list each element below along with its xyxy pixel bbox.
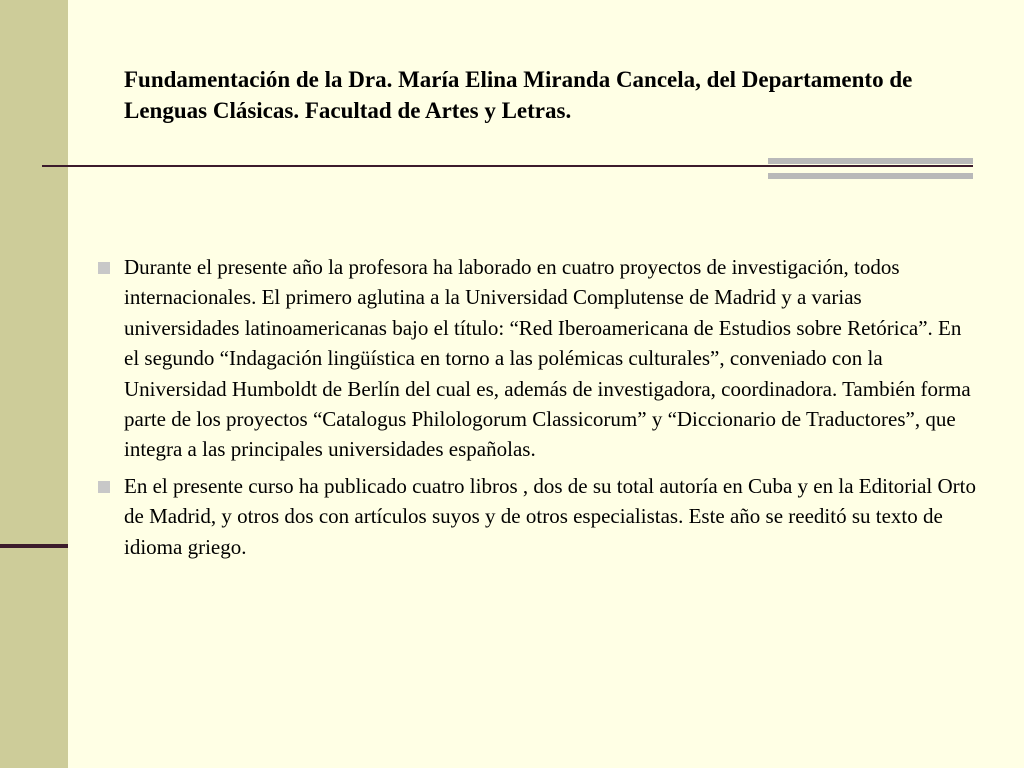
square-bullet-icon — [98, 262, 110, 274]
square-bullet-icon — [98, 481, 110, 493]
bullet-text-publications: En el presente curso ha publicado cuatro libros , dos de su total autoría en Cuba y en la Editorial Orto de Madrid, y otros dos con artículos suyos y de otros especialistas. Este año se reeditó su texto de idioma griego. — [124, 473, 977, 559]
title-divider-line — [42, 165, 769, 167]
bullet-item-research — [96, 252, 976, 465]
title-divider-bar-line — [768, 165, 973, 167]
left-decorative-band — [0, 0, 68, 768]
title-divider-bar — [768, 158, 973, 179]
left-accent-line — [0, 544, 68, 548]
bullet-item-publications — [96, 471, 976, 562]
bullet-text-research: Durante el presente año la profesora ha laborado en cuatro proyectos de investigación, todos internacionales. El primero aglutina a la Universidad Complutense de Madrid y a varias universidades latinoamericanas bajo el título: “Red Iberoamericana de Estudios sobre Retórica”. En el segundo “Indagación lingüística en torno a las polémicas culturales”, conveniado con la Universidad Humboldt de Berlín del cual es, además de investigadora, coordinadora. También forma parte de los proyectos “Catalogus Philologorum Classicorum” y “Diccionario de Traductores”, que integra a las principales universidades españolas. — [124, 255, 971, 462]
slide-title: Fundamentación de la Dra. María Elina Miranda Cancela, del Departamento de Lenguas Clásicas. Facultad de Artes y Letras. — [124, 67, 913, 123]
bullet-list — [96, 252, 976, 568]
